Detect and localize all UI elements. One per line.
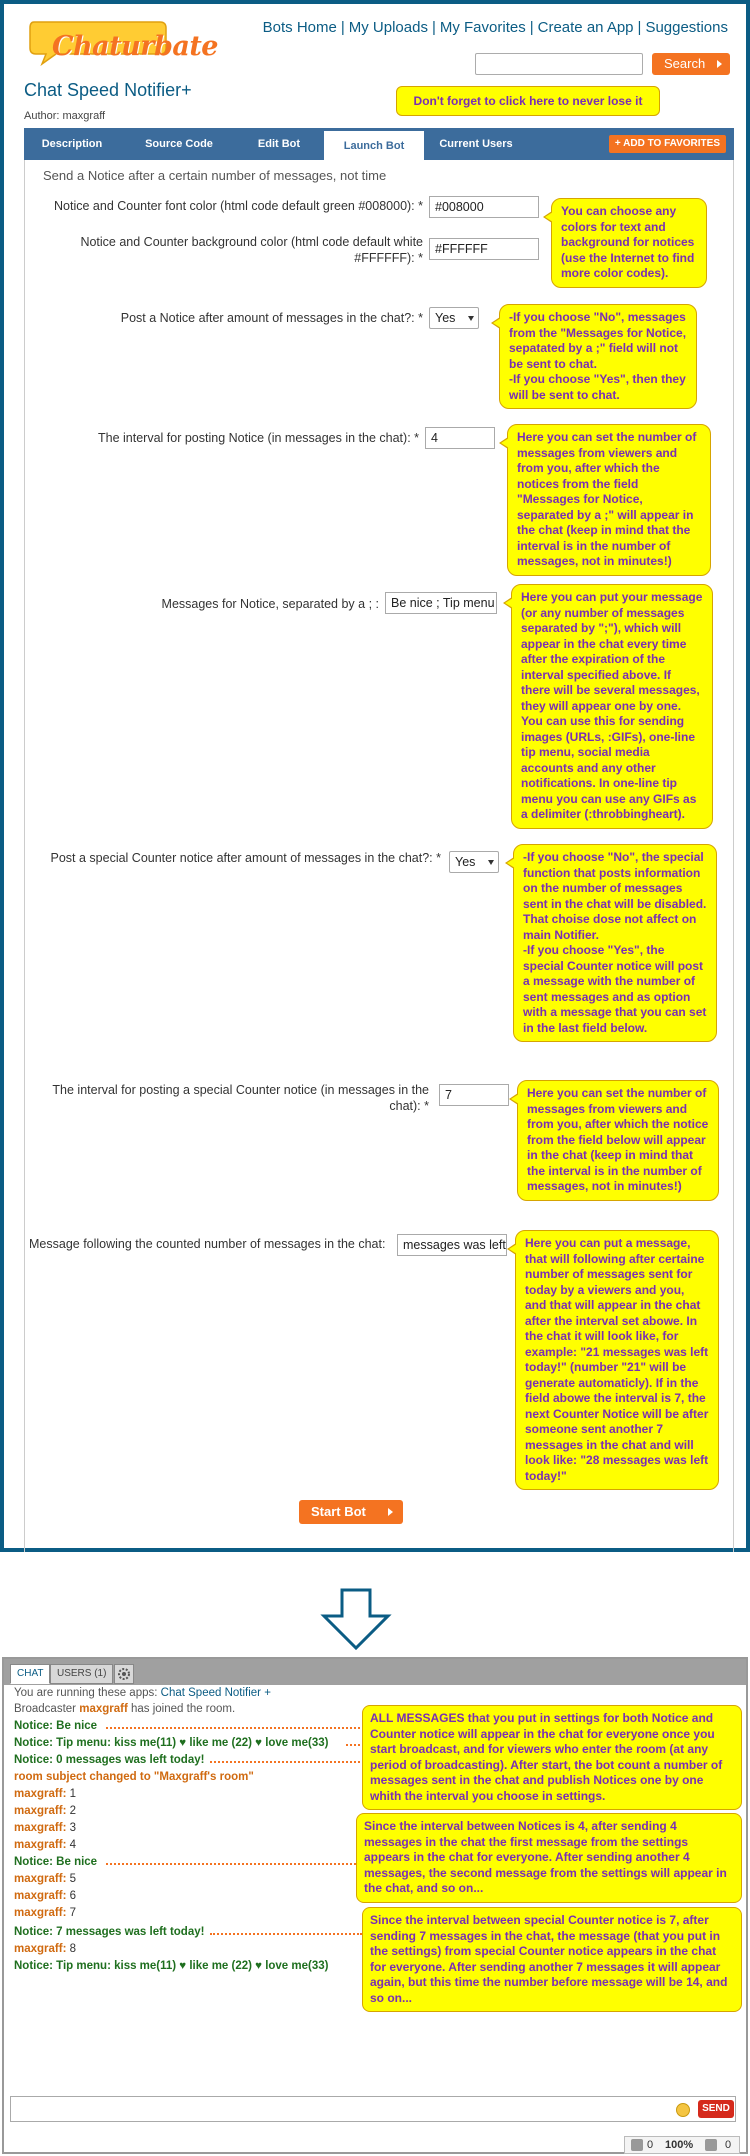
rating-percent: 100% (665, 2139, 694, 2151)
chat-message-text: 7 (69, 1907, 77, 1919)
chat-tab-chat[interactable]: CHAT (10, 1664, 50, 1684)
chat-username: maxgraff: (14, 1839, 67, 1851)
arrow-right-icon (717, 60, 722, 68)
special-interval-help-note: Here you can set the number of messages from viewers and from you, after which the notice from the field below will appear in the chat (keep in mind that the interval is in the number of messages, not in minutes!) (517, 1080, 719, 1201)
nav-suggestions[interactable]: Suggestions (645, 19, 728, 36)
chat-user-message (14, 1788, 76, 1800)
chat-message-text: 2 (69, 1805, 77, 1817)
chat-running-apps-line (14, 1687, 271, 1699)
chat-message-text: 4 (69, 1839, 77, 1851)
tab-edit-bot[interactable]: Edit Bot (257, 138, 301, 150)
chat-notice: Notice: Be nice (14, 1856, 98, 1868)
tab-description[interactable]: Description (41, 138, 103, 150)
start-bot-label: Start Bot (311, 1504, 366, 1519)
post-notice-selected: Yes (435, 311, 456, 325)
form-intro: Send a Notice after a certain number of messages, not time (43, 168, 387, 183)
page-title: Chat Speed Notifier+ (24, 80, 192, 100)
nav-separator: | (431, 19, 436, 36)
thumbs-up-icon[interactable] (631, 2139, 643, 2151)
chat-username: maxgraff: (14, 1873, 67, 1885)
nav-separator: | (340, 19, 345, 36)
broadcaster-name: maxgraff (79, 1703, 128, 1715)
font-color-input[interactable]: #008000 (429, 196, 539, 218)
special-interval-input[interactable]: 7 (439, 1084, 509, 1106)
messages-help-note: Here you can put your message (or any number of messages separated by ";"), which will appear in the chat every time after the expiration of the interval specified above. If there will be several messages, they will appear one by one. You can use this for sending images (URLs, :GIFs), one-line tip menu, social media accounts and any other notifications. In one-line tip menu you can use any GIFs as a delimiter (:throbbingheart). (511, 584, 713, 829)
chat-user-message (14, 1873, 76, 1885)
chevron-down-icon (488, 860, 494, 865)
interval-help-note: Here you can set the number of messages from viewers and from you, after which the notices from the field "Messages for Notice, separated by a ;" will appear in the chat (keep in mind that the interval is in the number of messages, not in minutes!) (507, 424, 711, 576)
nav-separator: | (637, 19, 642, 36)
broadcaster-prefix: Broadcaster (14, 1703, 77, 1715)
thumbs-down-icon[interactable] (705, 2139, 717, 2151)
search-button-label: Search (664, 56, 706, 71)
nav-my-favorites[interactable]: My Favorites (439, 19, 526, 36)
font-color-label: Notice and Counter font color (html code default green #008000): * (54, 199, 423, 213)
bookmark-reminder-note[interactable]: Don't forget to click here to never lose it (396, 86, 660, 116)
nav-create-app[interactable]: Create an App (537, 19, 634, 36)
chat-tab-users[interactable]: USERS (1) (50, 1664, 113, 1684)
chat-subject-change: room subject changed to "Maxgraff's room" (14, 1771, 254, 1783)
connector-line (210, 1933, 362, 1935)
chat-tab-bar (4, 1659, 746, 1685)
arrow-right-icon (388, 1508, 393, 1516)
messages-input[interactable]: Be nice ; Tip menu (385, 592, 497, 614)
special-interval-label: The interval for posting a special Counter notice (in messages in the chat): * (52, 1083, 429, 1113)
rating-box (624, 2136, 740, 2154)
chat-message-text: 8 (69, 1943, 77, 1955)
chat-notice: Notice: Be nice (14, 1720, 98, 1732)
chat-message-text: 6 (69, 1890, 77, 1902)
chat-user-message (14, 1943, 76, 1955)
chat-username: maxgraff: (14, 1907, 67, 1919)
following-message-help-note: Here you can put a message, that will following after certaine number of messages sent for today by a viewers and you, and that will appear in the chat after the interval set abowe. In the chat it will look like, for example: "21 messages was left today!" (number "21" will be generate automaticly). If in the field abowe the interval is 7, the next Counter Notice will be after someone sent another 7 messages in the chat and will look like: "28 messages was left today!" (515, 1230, 719, 1490)
special-counter-selected: Yes (455, 855, 476, 869)
chat-user-message (14, 1839, 76, 1851)
chat-message-text: 3 (69, 1822, 77, 1834)
broadcaster-suffix: has joined the room. (131, 1703, 236, 1715)
nav-bots-home[interactable]: Bots Home (262, 19, 337, 36)
chat-user-message (14, 1907, 76, 1919)
chat-username: maxgraff: (14, 1943, 67, 1955)
chat-notice: Notice: 0 messages was left today! (14, 1754, 205, 1766)
background-color-input[interactable]: #FFFFFF (429, 238, 539, 260)
chat-notice: Notice: Tip menu: kiss me(11) ♥ like me (22) ♥ love me(33) (14, 1737, 329, 1749)
connector-line (106, 1863, 356, 1865)
running-app-name: Chat Speed Notifier + (160, 1687, 271, 1699)
background-color-label: Notice and Counter background color (html code default white #FFFFFF): * (80, 235, 423, 265)
tab-bar (24, 128, 734, 160)
rating-up-count: 0 (647, 2139, 654, 2151)
post-notice-select[interactable] (429, 307, 479, 329)
special-counter-label: Post a special Counter notice after amount of messages in the chat?: * (50, 851, 441, 865)
special-counter-help-note: -If you choose "No", the special function that posts information on the number of messages sent in the chat will be disabled. That choise dose not affect on main Notifier. -If you choose "Yes", the special Counter notice will post a message with the number of sent messages and as option with a message that you can set in the last field below. (513, 844, 717, 1042)
chat-username: maxgraff: (14, 1788, 67, 1800)
chat-username: maxgraff: (14, 1890, 67, 1902)
chat-message-input[interactable] (10, 2096, 736, 2122)
post-notice-help-note: -If you choose "No", messages from the "Messages for Notice, sepatated by a ;" field will not be sent to chat. -If you choose "Yes", then they will be sent to chat. (499, 304, 697, 409)
tab-source-code[interactable]: Source Code (145, 138, 213, 150)
interval-input[interactable]: 4 (425, 427, 495, 449)
chat-settings-tab[interactable] (114, 1664, 134, 1684)
chat-notice: Notice: Tip menu: kiss me(11) ♥ like me (22) ♥ love me(33) (14, 1960, 329, 1972)
colors-help-note: You can choose any colors for text and background for notices (use the Internet to find more color codes). (551, 198, 707, 288)
chat-preview-panel (2, 1657, 748, 2154)
chat-user-message (14, 1805, 76, 1817)
chat-broadcaster-joined-line (14, 1703, 235, 1715)
following-message-label: Message following the counted number of messages in the chat: (29, 1237, 386, 1251)
chat-notice-interval-note: Since the interval between Notices is 4, after sending 4 messages in the chat the first message from the settings appears in the chat for everyone. After sending another 4 messages, the second message from the settings will appear in the chat, and so on... (356, 1813, 742, 1903)
down-arrow-icon (320, 1588, 392, 1650)
top-navigation (263, 19, 728, 36)
search-button[interactable] (652, 53, 730, 75)
running-apps-prefix: You are running these apps: (14, 1687, 158, 1699)
site-logo[interactable] (22, 14, 218, 66)
tab-launch-bot[interactable]: Launch Bot (324, 131, 424, 160)
chat-messages (10, 1687, 740, 2107)
connector-line (106, 1727, 360, 1729)
chat-user-message (14, 1890, 76, 1902)
rating-down-count: 0 (725, 2139, 732, 2151)
tab-current-users[interactable]: Current Users (439, 138, 513, 150)
chat-username: maxgraff: (14, 1805, 67, 1817)
messages-label: Messages for Notice, separated by a ; : (161, 597, 379, 611)
connector-line (210, 1761, 360, 1763)
post-notice-label: Post a Notice after amount of messages in the chat?: * (120, 311, 423, 325)
gear-icon (115, 1665, 133, 1683)
chat-counter-interval-note: Since the interval between special Counter notice is 7, after sending 7 messages in the chat, the message (that you put in the settings) from special Counter notice appears in the chat for everyone. After sending another 7 messages it will appear again, but this time the number before message will be 14, and so on... (362, 1907, 742, 2012)
nav-my-uploads[interactable]: My Uploads (348, 19, 428, 36)
following-message-input[interactable]: messages was left (397, 1234, 507, 1256)
chat-message-text: 1 (69, 1788, 77, 1800)
special-counter-select[interactable] (449, 851, 499, 873)
app-author: Author: maxgraff (24, 110, 106, 122)
chat-notice: Notice: 7 messages was left today! (14, 1926, 205, 1938)
chat-user-message (14, 1822, 76, 1834)
add-to-favorites-button[interactable]: + ADD TO FAVORITES (609, 135, 726, 153)
start-bot-button[interactable] (299, 1500, 403, 1524)
chevron-down-icon (468, 316, 474, 321)
logo-text: Chaturbate (52, 31, 218, 62)
chat-username: maxgraff: (14, 1822, 67, 1834)
chat-all-messages-note: ALL MESSAGES that you put in settings for both Notice and Counter notice will appear in the chat for everyone once you start broadcast, and for viewers who enter the room (at any period of broadcasting). After start, the bot count a number of messages sent in the chat and publish Notices one by one whith the interval you choose in settings. (362, 1705, 742, 1810)
interval-label: The interval for posting Notice (in messages in the chat): * (98, 431, 419, 445)
chat-message-text: 5 (69, 1873, 77, 1885)
search-input[interactable] (475, 53, 643, 75)
connector-line (346, 1744, 360, 1746)
nav-separator: | (529, 19, 534, 36)
send-button[interactable]: SEND (698, 2100, 734, 2118)
launch-bot-form (24, 160, 734, 1552)
emoji-icon[interactable] (676, 2103, 690, 2117)
